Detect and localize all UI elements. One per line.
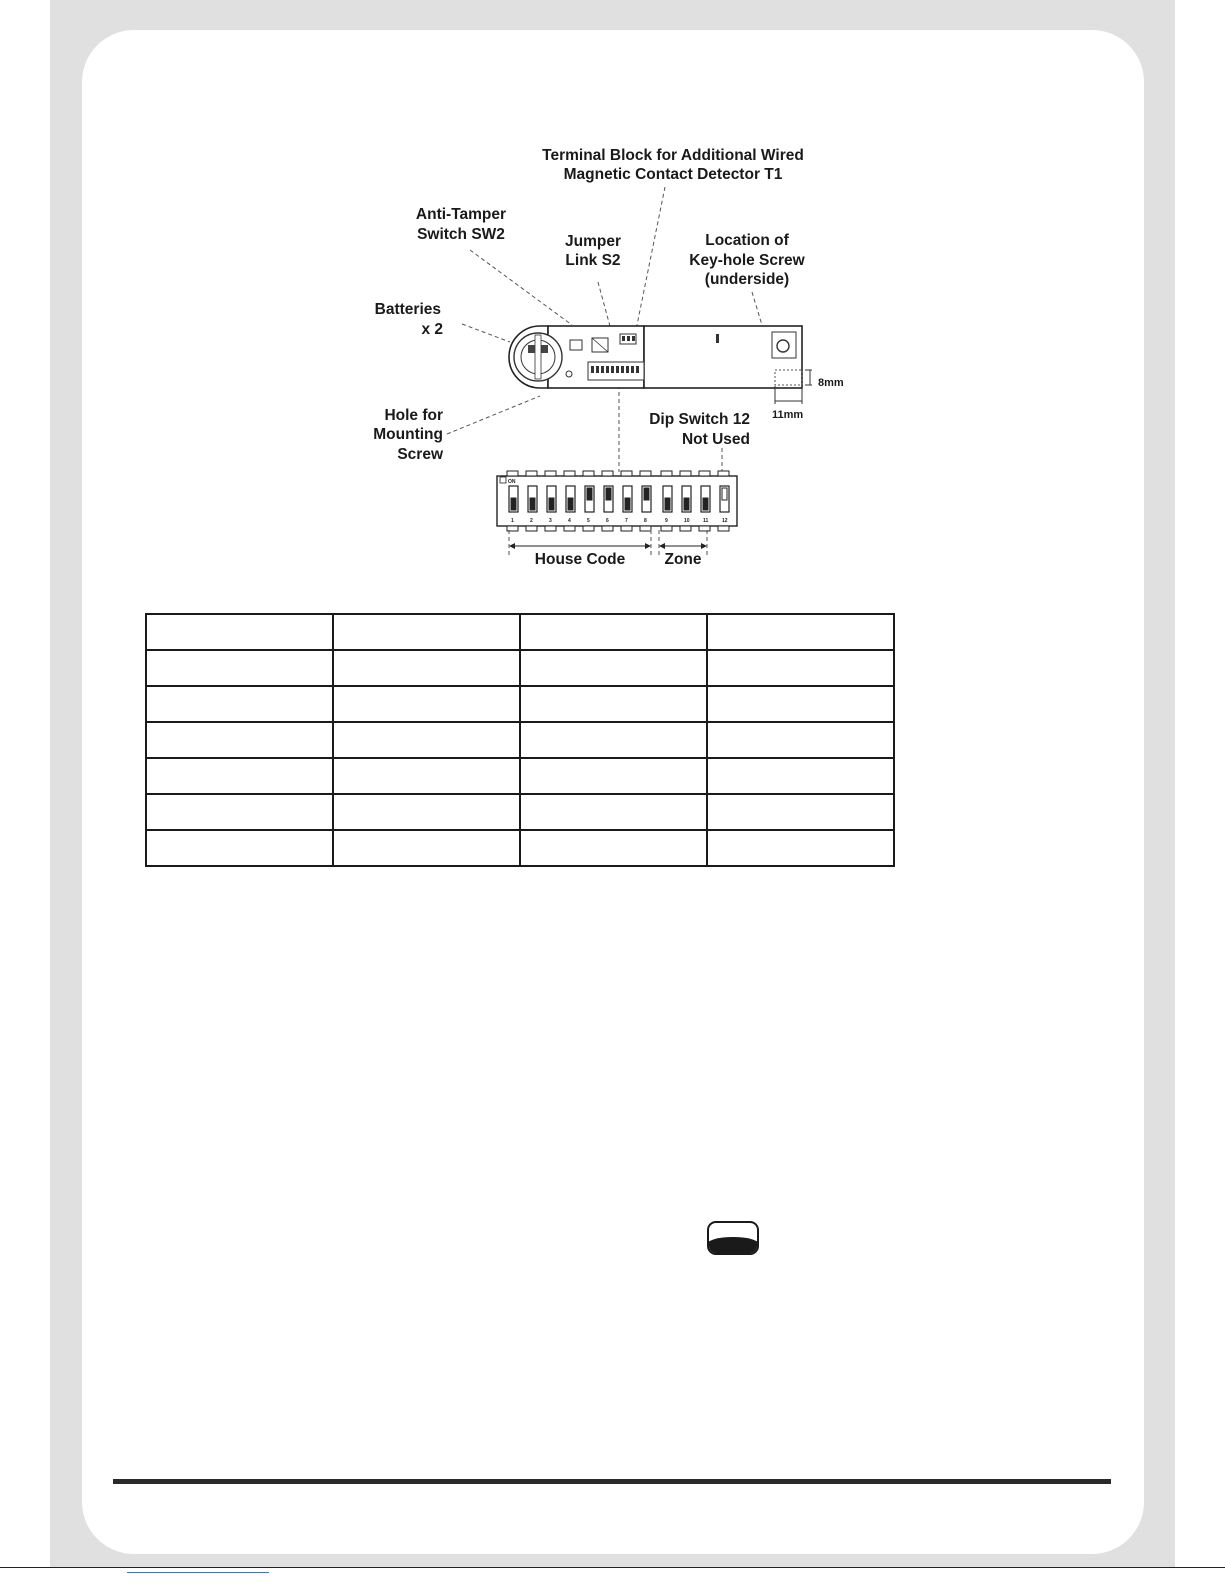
dip-switch-number: 1 — [511, 518, 514, 524]
table-cell — [333, 758, 520, 794]
table-row — [146, 758, 894, 794]
hole-label-3: Screw — [397, 446, 443, 463]
batteries-label-2: x 2 — [421, 321, 443, 338]
dip-switch-number: 5 — [587, 518, 590, 524]
settings-table — [145, 613, 895, 867]
table-cell — [520, 650, 707, 686]
table-cell — [146, 830, 333, 866]
detector-body — [509, 326, 812, 404]
footer-rule — [113, 1479, 1111, 1484]
dip-switch-number: 7 — [625, 518, 628, 524]
dip-switch-number: 4 — [568, 518, 571, 524]
table-cell — [707, 650, 894, 686]
table-cell — [146, 722, 333, 758]
dimension-8mm: 8mm — [818, 377, 844, 389]
on-marker: ON — [508, 479, 516, 485]
table-cell — [520, 614, 707, 650]
house-code-label: House Code — [534, 551, 626, 568]
table-cell — [146, 758, 333, 794]
keyhole-label-2: Key-hole Screw — [689, 252, 805, 269]
footer-link-underline — [127, 1572, 269, 1573]
table-cell — [520, 794, 707, 830]
jumper-label-2: Link S2 — [565, 252, 621, 269]
table-cell — [707, 614, 894, 650]
table-row — [146, 650, 894, 686]
dip-switch-number: 10 — [684, 518, 690, 524]
table-cell — [333, 722, 520, 758]
table-cell — [707, 686, 894, 722]
table-cell — [333, 650, 520, 686]
table-cell — [333, 686, 520, 722]
table-cell — [333, 614, 520, 650]
dimension-11mm: 11mm — [772, 409, 804, 421]
rounded-key-button-icon — [707, 1221, 759, 1255]
dip-switch-number: 2 — [530, 518, 533, 524]
table-cell — [520, 758, 707, 794]
table-cell — [146, 794, 333, 830]
dip-switch-number: 11 — [703, 518, 709, 524]
table-cell — [520, 722, 707, 758]
keyhole-label-3: (underside) — [704, 271, 790, 288]
table-cell — [146, 614, 333, 650]
dip-switch-block — [497, 471, 737, 556]
table-cell — [520, 830, 707, 866]
table-row — [146, 830, 894, 866]
table-cell — [707, 758, 894, 794]
terminal-block-label-2: Magnetic Contact Detector T1 — [563, 166, 783, 183]
table-cell — [707, 722, 894, 758]
batteries-label: Batteries — [374, 301, 441, 318]
dip-switch-number: 9 — [665, 518, 668, 524]
detector-diagram — [0, 0, 1225, 600]
keyhole-label: Location of — [705, 232, 789, 249]
table-cell — [333, 830, 520, 866]
table-cell — [333, 794, 520, 830]
dip-switch-number: 12 — [722, 518, 728, 524]
hole-label-2: Mounting — [373, 426, 443, 443]
dip-switch-number: 3 — [549, 518, 552, 524]
table-row — [146, 614, 894, 650]
page-edge — [0, 1567, 1225, 1568]
dip-switch-12-label: Dip Switch 12 — [649, 411, 750, 428]
table-cell — [146, 650, 333, 686]
dip-switch-12-label-2: Not Used — [681, 431, 750, 448]
jumper-label: Jumper — [565, 233, 621, 250]
table-cell — [520, 686, 707, 722]
dip-switch-number: 6 — [606, 518, 609, 524]
hole-label: Hole for — [384, 407, 443, 424]
table-row — [146, 686, 894, 722]
table-cell — [707, 794, 894, 830]
zone-label: Zone — [664, 551, 702, 568]
terminal-block-label: Terminal Block for Additional Wired — [542, 147, 804, 164]
table-cell — [146, 686, 333, 722]
table-cell — [707, 830, 894, 866]
anti-tamper-label-2: Switch SW2 — [417, 226, 505, 243]
table-row — [146, 722, 894, 758]
anti-tamper-label: Anti-Tamper — [415, 206, 507, 223]
dip-switch-number: 8 — [644, 518, 647, 524]
table-row — [146, 794, 894, 830]
